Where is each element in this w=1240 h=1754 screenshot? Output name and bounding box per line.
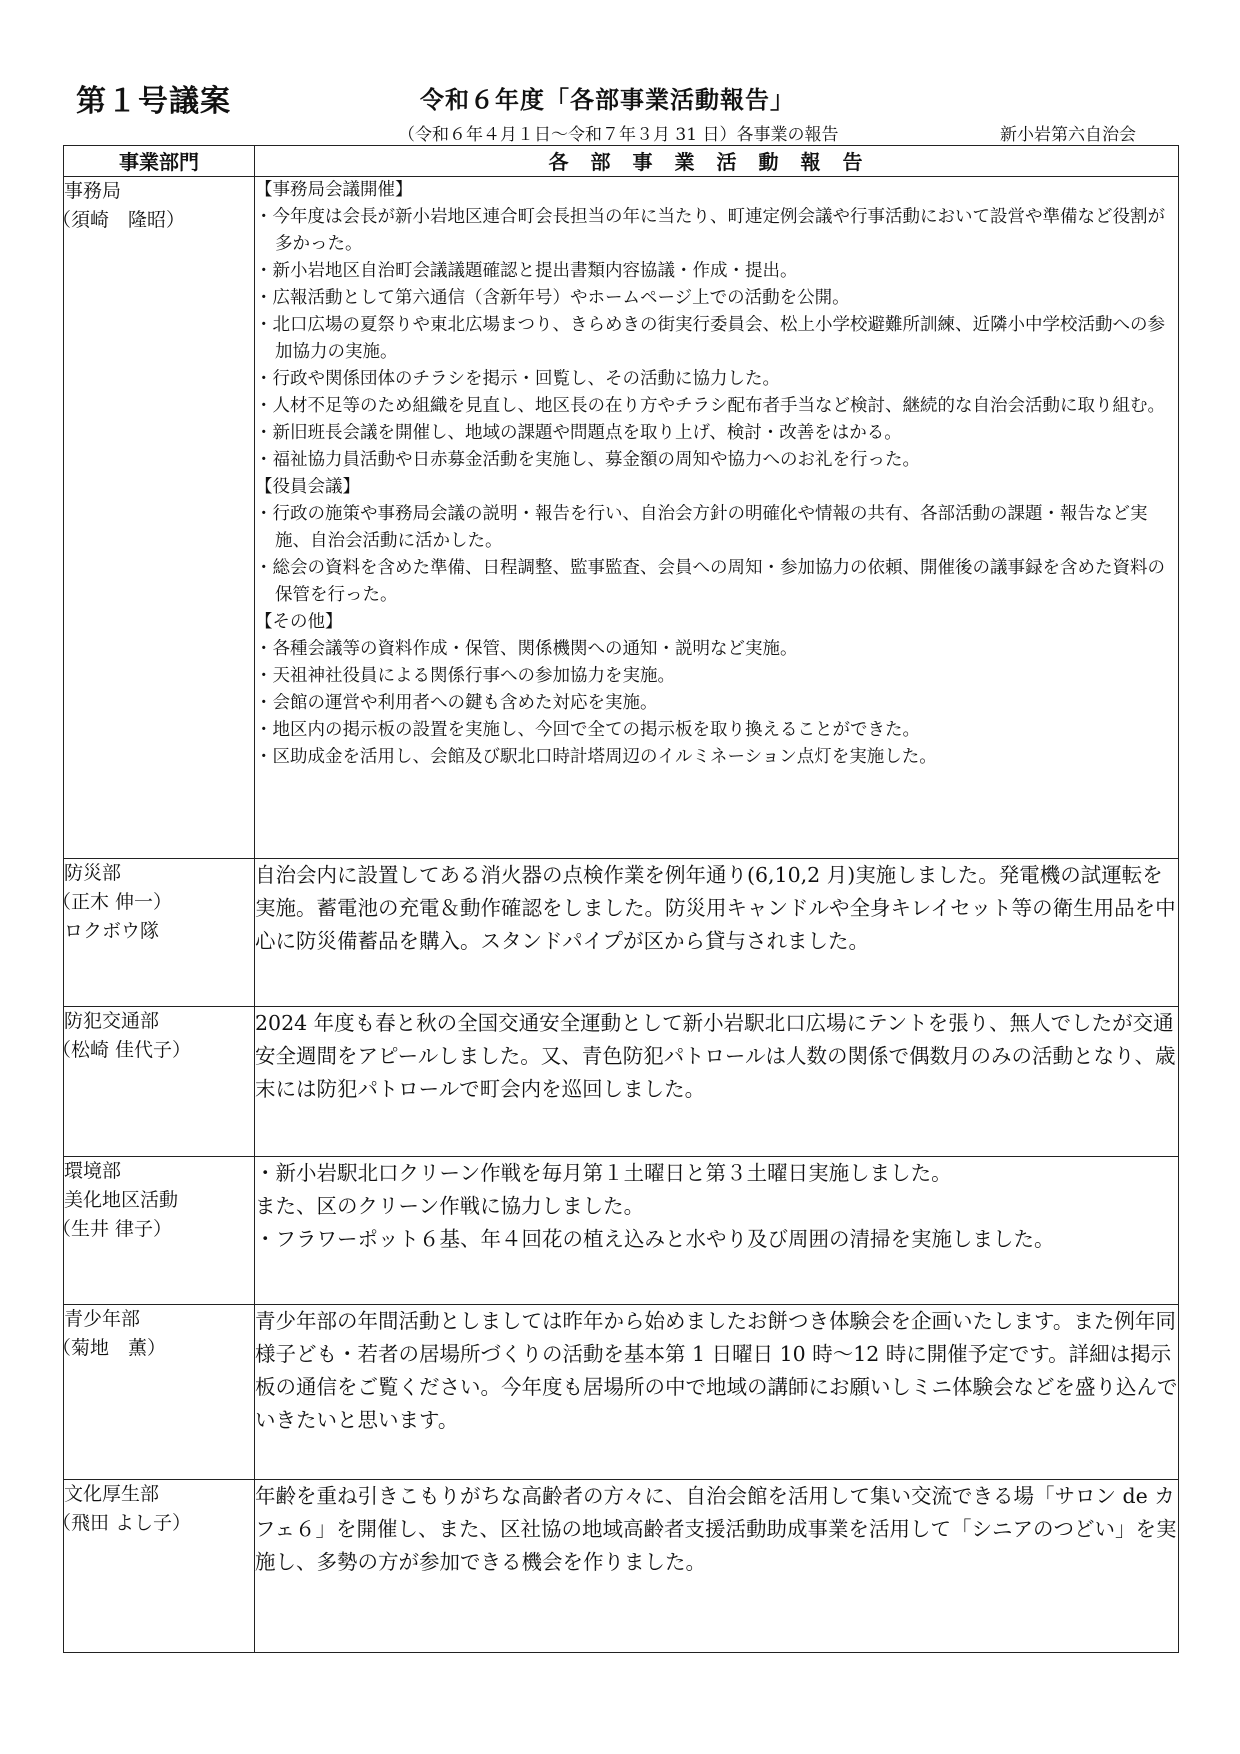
list-item: ・天祖神社役員による関係行事への参加協力を実施。	[255, 666, 675, 686]
table-row-kankyou	[64, 1157, 1179, 1305]
report-text: ・フラワーポット６基、年４回花の植え込みと水やり及び周囲の清掃を実施しました。	[255, 1227, 1055, 1251]
report-text: また、区のクリーン作戦に協力しました。	[255, 1194, 645, 1218]
report-cell	[255, 1007, 1179, 1157]
list-item: ・各種会議等の資料作成・保管、関係機関への通知・説明など実施。	[255, 639, 798, 659]
list-item: ・行政や関係団体のチラシを掲示・回覧し、その活動に協力した。	[255, 369, 780, 389]
table-header-row	[64, 146, 1179, 177]
department-person: （菊地 薫）	[52, 1337, 167, 1359]
report-cell	[255, 1480, 1179, 1653]
report-text: 年齢を重ね引きこもりがちな高齢者の方々に、自治会館を活用して集い交流できる場「サロン de カフェ６」を開催し、また、区社協の地域高齢者支援活動助成事業を活用して「シニアのつどい」を実施し、多勢の方が参加できる機会を作りました。	[255, 1484, 1177, 1574]
list-item: ・新旧班長会議を開催し、地域の課題や問題点を取り上げ、検討・改善をはかる。	[255, 423, 902, 443]
column-header-report	[255, 146, 1179, 177]
department-cell	[52, 859, 255, 1007]
table-row-seishounen	[64, 1305, 1179, 1480]
report-text: 自治会内に設置してある消火器の点検作業を例年通り(6,10,2 月)実施しました。発電機の試運転を実施。蓄電池の充電＆動作確認をしました。防災用キャンドルや全身キレイセット等の衛生用品を中心に防災備蓄品を購入。スタンドパイプが区から貸与されました。	[255, 863, 1176, 953]
report-cell	[255, 1305, 1179, 1480]
section-heading: 【事務局会議開催】	[255, 180, 413, 200]
department-subgroup: 美化地区活動	[64, 1189, 179, 1211]
report-text: 青少年部の年間活動としましては昨年から始めましたお餅つき体験会を企画いたします。また例年同様子ども・若者の居場所づくりの活動を基本第 1 日曜日 10 時～12 時に開催予定です。詳細は掲示板の通信をご覧ください。今年度も居場所の中で地域の講師にお願いしミニ体験会などを盛り込んでいきたいと思います。	[255, 1309, 1178, 1432]
department-cell	[52, 177, 255, 859]
department-person: （生井 律子）	[52, 1218, 173, 1240]
report-cell	[255, 859, 1179, 1007]
column-header-department: 事業部門	[64, 146, 255, 177]
department-cell	[52, 1157, 255, 1305]
activity-report-table	[52, 145, 1179, 1653]
list-item: ・行政の施策や事務局会議の説明・報告を行い、自治会方針の明確化や情報の共有、各部活動の課題・報告など実施、自治会活動に活かした。	[255, 504, 1148, 551]
list-item: ・会館の運営や利用者への鍵も含めた対応を実施。	[255, 693, 658, 713]
organization-name: 新小岩第六自治会	[1000, 125, 1136, 145]
list-item: ・今年度は会長が新小岩地区連合町会長担当の年に当たり、町連定例会議や行事活動において設営や準備など役割が多かった。	[255, 207, 1165, 254]
document-title: 令和６年度「各部事業活動報告」	[420, 85, 795, 114]
table-row-bunka	[64, 1480, 1179, 1653]
report-cell	[255, 1157, 1179, 1305]
department-cell	[52, 1480, 255, 1653]
report-period: （令和６年４月１日～令和７年３月 31 日）各事業の報告	[398, 125, 839, 145]
list-item: ・人材不足等のため組織を見直し、地区長の在り方やチラシ配布者手当など検討、継続的な自治会活動に取り組む。	[255, 396, 1165, 416]
department-cell	[52, 1305, 255, 1480]
department-person: （松崎 佳代子）	[52, 1039, 192, 1061]
table-row-bouhan	[64, 1007, 1179, 1157]
table-row-bousai	[64, 859, 1179, 1007]
department-name: 防犯交通部	[64, 1010, 160, 1032]
list-item: ・福祉協力員活動や日赤募金活動を実施し、募金額の周知や協力へのお礼を行った。	[255, 450, 920, 470]
department-person: （飛田 よし子）	[52, 1512, 192, 1534]
section-heading: 【役員会議】	[255, 477, 360, 497]
section-heading: 【その他】	[255, 612, 343, 632]
department-person: （須崎 隆昭）	[52, 209, 186, 231]
report-text: 2024 年度も春と秋の全国交通安全運動として新小岩駅北口広場にテントを張り、無人でしたが交通安全週間をアピールしました。又、青色防犯パトロールは人数の関係で偶数月のみの活動となり、歳末には防犯パトロールで町会内を巡回しました。	[255, 1011, 1176, 1101]
list-item: ・総会の資料を含めた準備、日程調整、監事監査、会員への周知・参加協力の依頼、開催後の議事録を含めた資料の保管を行った。	[255, 558, 1165, 605]
department-name: 文化厚生部	[64, 1483, 160, 1505]
table-row-jimukyoku	[64, 177, 1179, 859]
report-text: ・新小岩駅北口クリーン作戦を毎月第１土曜日と第３土曜日実施しました。	[255, 1161, 952, 1185]
department-subgroup: ロクボウ隊	[64, 920, 160, 942]
list-item: ・地区内の掲示板の設置を実施し、今回で全ての掲示板を取り換えることができた。	[255, 720, 920, 740]
agenda-number: 第１号議案	[76, 84, 231, 119]
list-item: ・新小岩地区自治町会議議題確認と提出書類内容協議・作成・提出。	[255, 261, 798, 281]
department-name: 青少年部	[64, 1308, 141, 1330]
department-cell	[52, 1007, 255, 1157]
column-header-report-label: 各部事業活動報告	[548, 150, 885, 174]
department-name: 防災部	[64, 862, 122, 884]
list-item: ・北口広場の夏祭りや東北広場まつり、きらめきの街実行委員会、松上小学校避難所訓練、近隣小中学校活動への参加協力の実施。	[255, 315, 1165, 362]
department-person: （正木 伸一）	[52, 891, 173, 913]
report-cell	[255, 177, 1179, 859]
list-item: ・区助成金を活用し、会館及び駅北口時計塔周辺のイルミネーション点灯を実施した。	[255, 747, 937, 767]
department-name: 環境部	[64, 1160, 122, 1182]
list-item: ・広報活動として第六通信（含新年号）やホームページ上での活動を公開。	[255, 288, 850, 308]
department-name: 事務局	[64, 180, 122, 202]
